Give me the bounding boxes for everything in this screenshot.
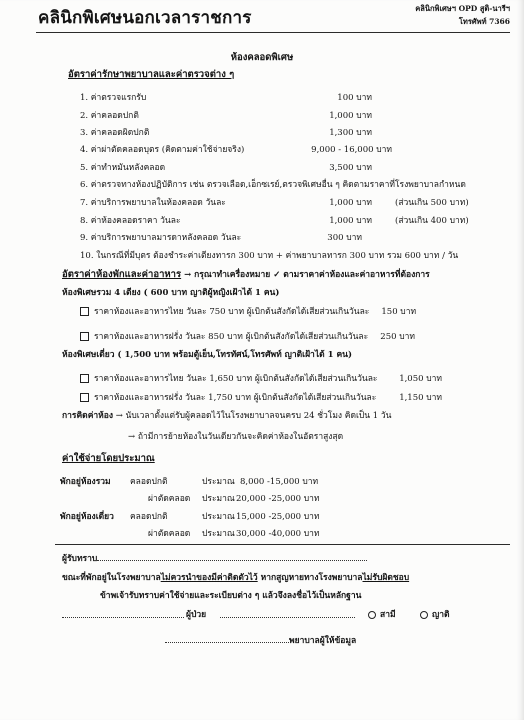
estimate-range: 8,000 -15,000 บาท: [240, 477, 319, 487]
estimate-approx: ประมาณ: [202, 494, 235, 504]
receiver-line: [62, 552, 367, 565]
fee-item-amount: 1,000 บาท: [329, 216, 372, 226]
fee-item-label: 3. ค่าคลอดผิดปกติ: [80, 128, 150, 138]
estimate-row: [0, 511, 524, 523]
estimate-row: [0, 476, 524, 488]
warning-text: ขณะที่พักอยู่ในโรงพยาบาล: [62, 573, 161, 583]
fee-item-amount: 9,000 - 16,000 บาท: [311, 145, 392, 155]
fee-item-amount: 100 บาท: [337, 93, 372, 103]
fee-item-amount: 3,500 บาท: [329, 163, 372, 173]
rooms-heading: อัตราค่าห้องพักและค่าอาหาร: [62, 269, 182, 280]
estimate-type: ผ่าตัดคลอด: [148, 494, 191, 504]
room-option-text: [80, 392, 376, 404]
billing-rule-line: [62, 410, 392, 422]
shared-room-title: ห้องพิเศษรวม 4 เตียง ( 600 บาท ญาติผู้หญิงเฝ้าได้ 1 คน): [62, 288, 280, 298]
estimate-room: พักอยู่ห้องรวม: [60, 477, 111, 487]
estimate-type: ผ่าตัดคลอด: [148, 529, 191, 539]
room-option-label: ราคาห้องและอาหารไทย วันละ 750 บาท ผู้เบิกต้นสังกัดได้เสียส่วนเกินวันละ: [94, 307, 370, 317]
valuables-warning: [62, 572, 409, 584]
header-rule: [36, 32, 510, 33]
fee-item-amount: 1,300 บาท: [329, 128, 372, 138]
fee-item-label: 2. ค่าคลอดปกติ: [80, 111, 139, 121]
fee-item-label: 5. ค่าทำหมันหลังคลอด: [80, 163, 166, 173]
relation-option: [368, 609, 396, 621]
fee-item: [80, 232, 510, 244]
fee-item-label: 10. ในกรณีที่มีบุตร ต้องชำระค่าเตียงทารก 300 บาท + ค่าพยาบาลทารก 300 บาท รวม 600 บาท / วัน: [80, 251, 459, 261]
fee-item: [80, 215, 510, 227]
estimate-row: [0, 528, 524, 540]
signature-dotted-line: [165, 634, 289, 643]
patient-label: ผู้ป่วย: [186, 610, 207, 620]
estimate-approx: ประมาณ: [202, 529, 235, 539]
billing-rule: → นับเวลาตั้งแต่รับผู้คลอดไว้ในโรงพยาบาลจนครบ 24 ชั่วโมง คิดเป็น 1 วัน: [113, 411, 392, 421]
estimate-approx: ประมาณ: [202, 477, 235, 487]
warning-text-underlined: ไม่ควรนำของมีค่าติดตัวไว้: [160, 573, 258, 583]
fee-item: [80, 110, 510, 122]
fee-item: [80, 92, 510, 104]
fee-item: [80, 162, 510, 174]
section-divider: [55, 544, 510, 545]
billing-rule: → ถ้ามีการย้ายห้องในวันเดียวกันจะคิดค่าห้องในอัตราสูงสุด: [128, 432, 344, 442]
signature-dotted-line: [97, 552, 367, 561]
clinic-title: คลินิกพิเศษนอกเวลาราชการ: [38, 8, 252, 28]
relation-option-label: สามี: [380, 610, 396, 620]
warning-text-underlined: ไม่รับผิดชอบ: [362, 573, 410, 583]
estimate-range: 15,000 -25,000 บาท: [236, 512, 320, 522]
fee-item-label: 4. ค่าผ่าตัดคลอดบุตร (คิดตามค่าใช้จ่ายจริง): [80, 145, 245, 155]
estimate-range: 20,000 -25,000 บาท: [236, 494, 320, 504]
phone-label: โทรศัพท์ 7366: [458, 17, 510, 26]
estimate-type: คลอดปกติ: [130, 477, 168, 487]
room-option: [80, 373, 442, 385]
fee-item-label: 1. ค่าตรวจแรกรับ: [80, 93, 147, 103]
checkbox: [80, 307, 89, 316]
room-option: [80, 306, 415, 318]
room-option-excess: 1,150 บาท: [399, 393, 442, 403]
room-option-text: [80, 373, 377, 385]
room-option-label: ราคาห้องและอาหารฝรั่ง วันละ 1,750 บาท ผู้เบิกต้นสังกัดได้เสียส่วนเกินวันละ: [94, 393, 377, 403]
checkbox: [80, 374, 89, 383]
section-title: ห้องคลอดพิเศษ: [230, 52, 294, 63]
rooms-instruction: → กรุณาทำเครื่องหมาย ✓ ตามราคาค่าห้องและค่าอาหารที่ต้องการ: [181, 270, 430, 280]
patient-signature-line: [62, 609, 502, 621]
consent-statement: ข้าพเจ้ารับทราบค่าใช้จ่ายและระเบียบต่าง ๆ แล้วจึงลงชื่อไว้เป็นหลักฐาน: [100, 591, 362, 601]
receiver-label: ผู้รับทราบ: [62, 554, 98, 564]
estimate-heading: ค่าใช้จ่ายโดยประมาณ: [62, 453, 155, 464]
fee-item-amount: 300 บาท: [327, 233, 362, 243]
fee-item-label: 8. ค่าห้องคลอดราคา วันละ: [80, 216, 181, 226]
room-option-text: [80, 331, 368, 343]
circle-icon: [368, 611, 376, 619]
room-option-excess: 150 บาท: [381, 307, 417, 317]
room-option-label: ราคาห้องและอาหารไทย วันละ 1,650 บาท ผู้เบิกต้นสังกัดได้เสียส่วนเกินวันละ: [94, 374, 378, 384]
nurse-signature-line: [165, 634, 356, 647]
billing-label: การคิดค่าห้อง: [62, 411, 114, 421]
nurse-label: พยาบาลผู้ให้ข้อมูล: [289, 636, 357, 646]
fee-item-label: 6. ค่าตรวจทางห้องปฏิบัติการ เช่น ตรวจเลือด,เอ็กซเรย์,ตรวจพิเศษอื่น ๆ คิดตามราคาที่โรงพยาบาลกำหนด: [80, 180, 466, 190]
fee-item: [80, 144, 510, 156]
room-option: [80, 392, 442, 404]
estimate-range: 30,000 -40,000 บาท: [236, 529, 320, 539]
checkbox: [80, 332, 89, 341]
room-option-text: [80, 306, 369, 318]
estimate-room: พักอยู่ห้องเดี่ยว: [60, 512, 114, 522]
fee-item-label: 9. ค่าบริการพยาบาลมารดาหลังคลอด วันละ: [80, 233, 242, 243]
rooms-heading-line: [62, 268, 430, 281]
fee-item-amount: 1,000 บาท: [329, 198, 372, 208]
fees-heading: อัตราค่ารักษาพยาบาลและค่าตรวจต่าง ๆ: [68, 69, 235, 80]
signature-dotted-line: [220, 609, 355, 618]
estimate-approx: ประมาณ: [202, 512, 235, 522]
fee-item-label: 7. ค่าบริการพยาบาลในห้องคลอด วันละ: [80, 198, 226, 208]
fee-item: [80, 197, 510, 209]
fee-item: [80, 179, 510, 191]
room-option: [80, 331, 415, 343]
circle-icon: [420, 611, 428, 619]
signature-dotted-line: [62, 609, 184, 618]
room-option-excess: 1,050 บาท: [399, 374, 442, 384]
room-option-excess: 250 บาท: [380, 332, 415, 342]
relation-option-label: ญาติ: [432, 610, 450, 620]
warning-text: หากสูญหายทางโรงพยาบาล: [257, 573, 363, 583]
fee-item-note: (ส่วนเกิน 400 บาท): [395, 216, 469, 226]
single-room-title: ห้องพิเศษเดี่ยว ( 1,500 บาท พร้อมตู้เย็น,โทรทัศน์,โทรศัพท์ ญาติเฝ้าได้ 1 คน): [62, 350, 352, 360]
fee-item-note: (ส่วนเกิน 500 บาท): [395, 198, 469, 208]
checkbox: [80, 393, 89, 402]
estimate-row: [0, 493, 524, 505]
fee-item: [80, 127, 510, 139]
fee-item-amount: 1,000 บาท: [329, 111, 372, 121]
fee-item: [80, 250, 510, 262]
estimate-type: คลอดปกติ: [130, 512, 168, 522]
department-label: คลินิกพิเศษฯ OPD สูติ-นารีฯ: [415, 4, 510, 13]
room-option-label: ราคาห้องและอาหารฝรั่ง วันละ 850 บาท ผู้เบิกต้นสังกัดได้เสียส่วนเกินวันละ: [94, 332, 369, 342]
relation-option: [420, 609, 450, 621]
